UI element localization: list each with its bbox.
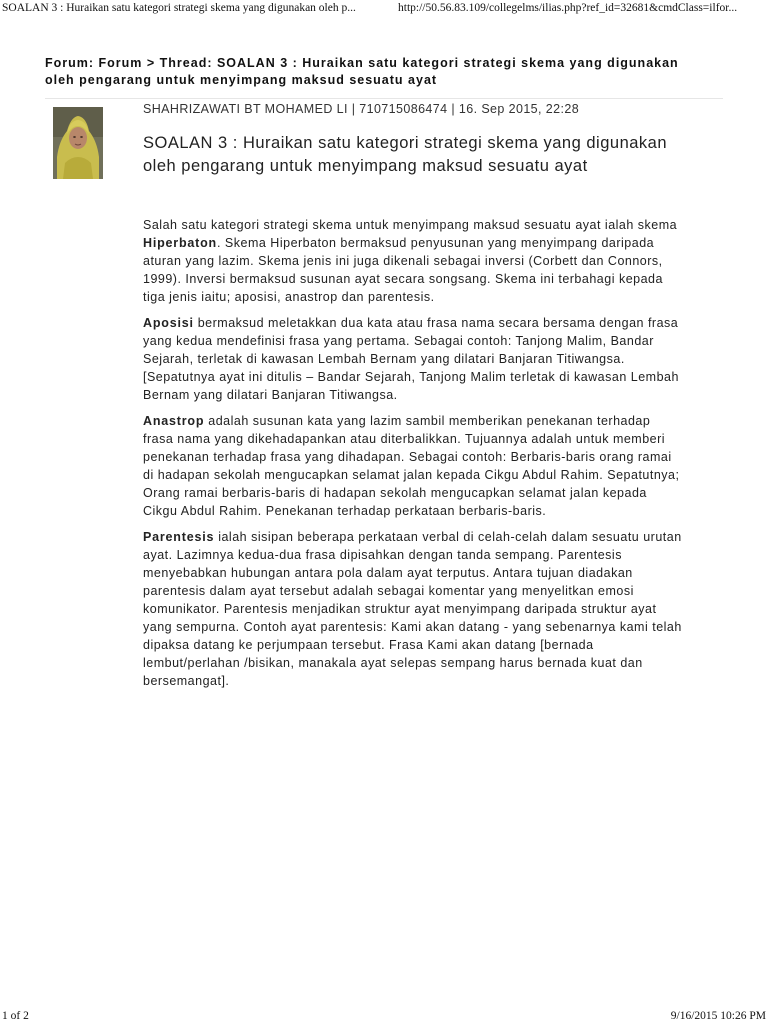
term-hiperbaton: Hiperbaton — [143, 236, 217, 250]
term-anastrop: Anastrop — [143, 414, 205, 428]
page-number: 1 of 2 — [2, 1010, 29, 1022]
header-divider — [45, 98, 723, 99]
avatar — [53, 107, 103, 179]
print-header-url: http://50.56.83.109/collegelms/ilias.php?ref_id=32681&cmdClass=ilfor... — [398, 2, 738, 14]
paragraph-text: Salah satu kategori strategi skema untuk menyimpang maksud sesuatu ayat ialah skema — [143, 218, 678, 232]
post-paragraph — [143, 216, 683, 306]
post-paragraph — [143, 314, 683, 404]
print-header — [0, 0, 768, 18]
paragraph-text: bermaksud meletakkan dua kata atau frasa nama secara bersama dengan frasa yang kedua mendefinisi frasa yang pertama. Sebagai contoh: Tanjong Malim, Bandar Sejarah, terletak di kawasan Lembah Bernam yang dilatari Banjaran Titiwangsa. [Sepatutnya ayat ini ditulis – Bandar Sejarah, Tanjong Malim terletak di kawasan Lembah Bernam yang dilatari Banjaran Titiwangsa. — [143, 316, 679, 402]
print-footer — [0, 1008, 768, 1024]
breadcrumb: Forum: Forum > Thread: SOALAN 3 : Huraikan satu kategori strategi skema yang digunakan oleh pengarang untuk menyimpang maksud sesuatu ayat — [45, 56, 679, 87]
print-header-title: SOALAN 3 : Huraikan satu kategori strategi skema yang digunakan oleh p... — [2, 2, 356, 14]
print-datetime: 9/16/2015 10:26 PM — [670, 1010, 766, 1022]
paragraph-text: . Skema Hiperbaton bermaksud penyusunan yang menyimpang daripada aturan yang lazim. Skema jenis ini juga dikenali sebagai inversi (Corbett dan Connors, 1999). Inversi bermaksud susunan ayat secara songsang. Skema ini terbahagi kepada tiga jenis iaitu; aposisi, anastrop dan parentesis. — [143, 236, 663, 304]
user-avatar-image — [53, 107, 103, 179]
post-title: SOALAN 3 : Huraikan satu kategori strategi skema yang digunakan oleh pengarang untuk menyimpang maksud sesuatu ayat — [143, 134, 668, 175]
post-paragraph — [143, 412, 683, 520]
term-aposisi: Aposisi — [143, 316, 194, 330]
post-author-meta: SHAHRIZAWATI BT MOHAMED LI | 710715086474 | 16. Sep 2015, 22:28 — [143, 102, 580, 116]
post-body — [143, 216, 683, 698]
post-paragraph — [143, 528, 683, 690]
term-parentesis: Parentesis — [143, 530, 215, 544]
paragraph-text: ialah sisipan beberapa perkataan verbal di celah-celah dalam sesuatu urutan ayat. Lazimnya kedua-dua frasa dipisahkan dengan tanda sempang. Parentesis menyebabkan hubungan antara pola dalam ayat terputus. Antara tujuan diadakan parentesis dalam ayat tersebut adalah sebagai komentar yang menyelitkan emosi komunikator. Parentesis menjadikan struktur ayat menyimpang daripada struktur ayat yang sempurna. Contoh ayat parentesis: Kami akan datang - yang sebenarnya kami telah dipaksa datang ke perjumpaan tersebut. Frasa Kami akan datang [bernada lembut/perlahan /bisikan, manakala ayat selepas sempang harus bernada kuat dan bersemangat]. — [143, 530, 682, 688]
paragraph-text: adalah susunan kata yang lazim sambil memberikan penekanan terhadap frasa nama yang dikehadapankan atau diterbalikkan. Tujuannya adalah untuk memberi penekanan terhadap frasa yang dihadapan. Sebagai contoh: Berbaris-baris orang ramai di hadapan sekolah mengucapkan selamat jalan kepada Cikgu Abdul Rahim. Sepatutnya; Orang ramai berbaris-baris di hadapan sekolah mengucapkan selamat jalan kepada Cikgu Abdul Rahim. Penekanan terhadap perkataan berbaris-baris. — [143, 414, 680, 518]
